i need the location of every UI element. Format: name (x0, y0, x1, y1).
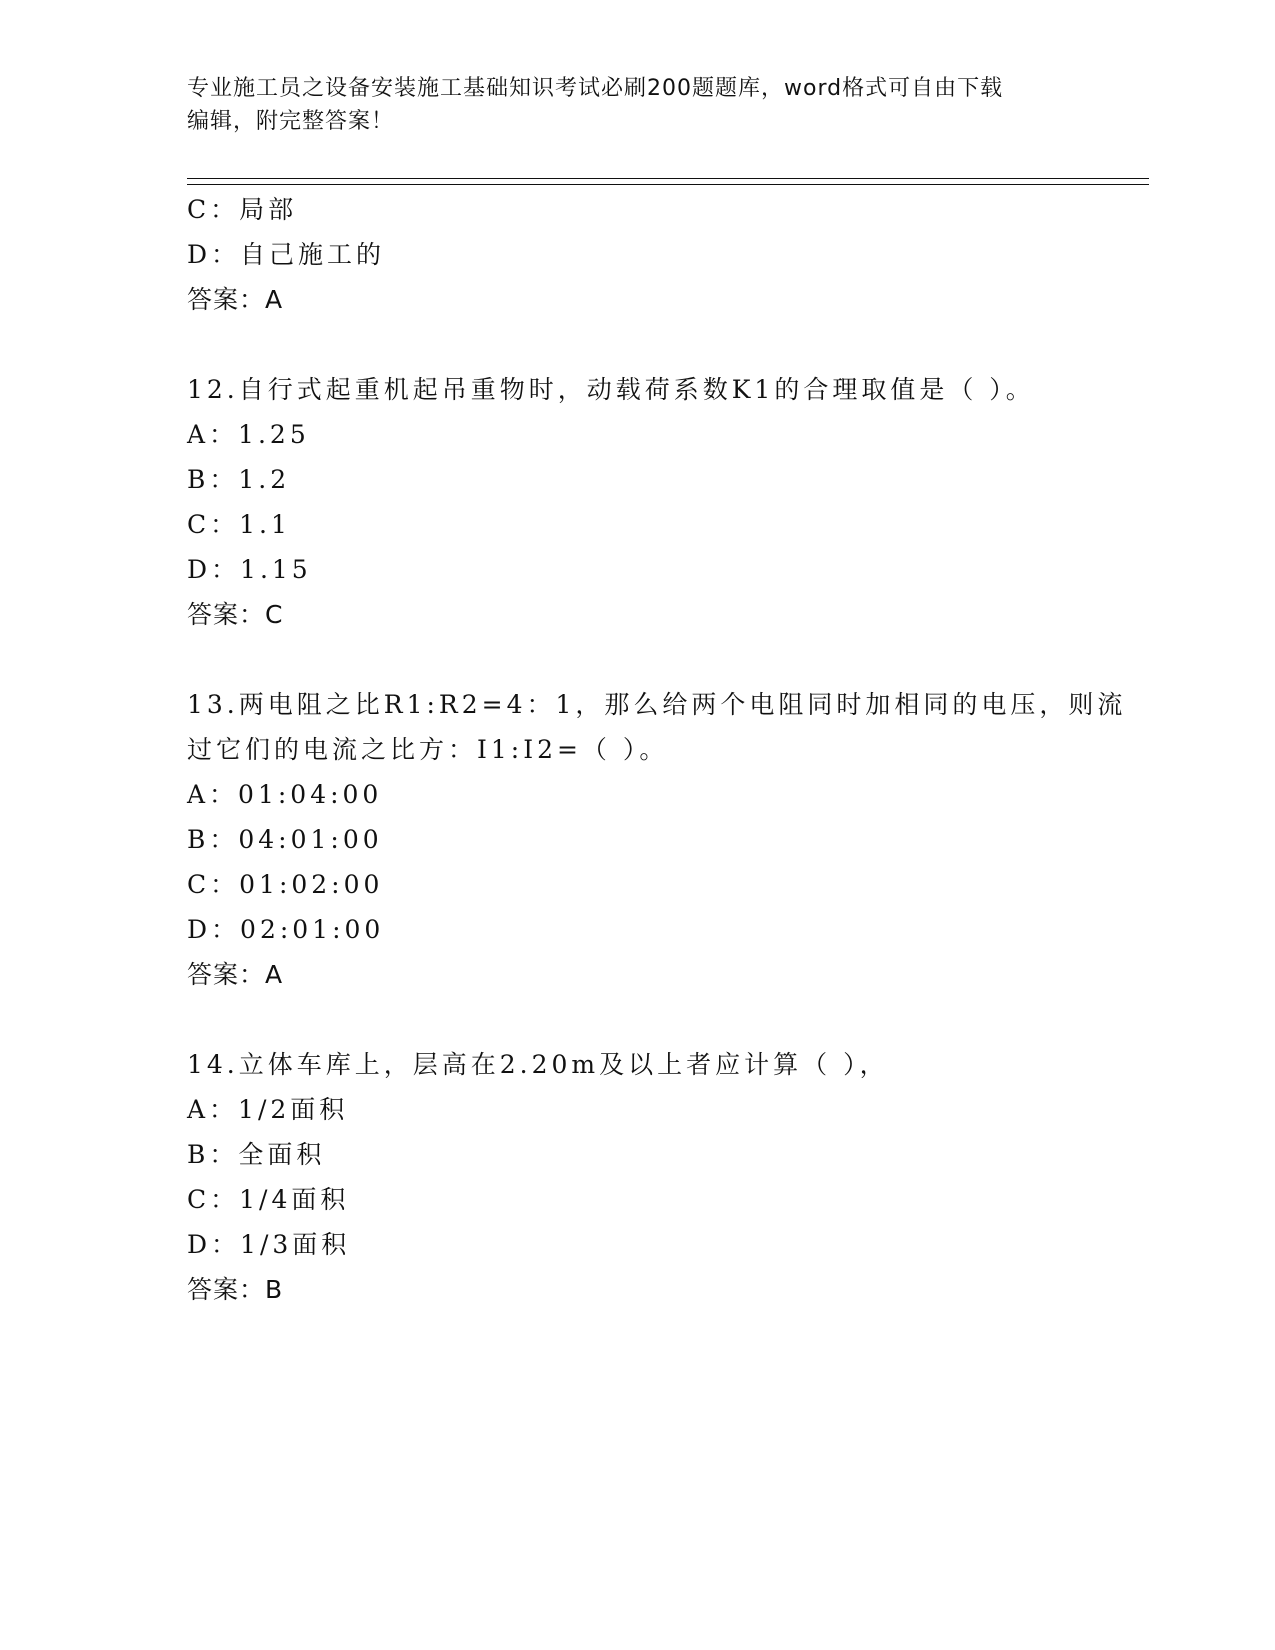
option-d-line: D：自己施工的 (187, 240, 386, 269)
header-divider (187, 178, 1149, 185)
question-12: 12.自行式起重机起吊重物时，动载荷系数K1的合理取值是（ ）。 (187, 375, 1035, 404)
header-line-1: 专业施工员之设备安装施工基础知识考试必刷200题题库，word格式可自由下载 (187, 76, 1004, 101)
option-b-line: B：1.2 (187, 465, 291, 494)
option-b-line: B：全面积 (187, 1140, 326, 1169)
answer-line: 答案：C (187, 600, 284, 629)
option-c-line: C：局部 (187, 195, 298, 224)
option-d-line: D：02:01:00 (187, 915, 385, 944)
answer-line: 答案：A (187, 285, 284, 314)
option-c-line: C：01:02:00 (187, 870, 384, 899)
option-b-line: B：04:01:00 (187, 825, 383, 854)
answer-line: 答案：B (187, 1275, 284, 1304)
question-13-line-2: 过它们的电流之比方：I1:I2=（ ）。 (187, 735, 669, 764)
option-a-line: A：01:04:00 (187, 780, 383, 809)
header-line-2: 编辑，附完整答案！ (187, 109, 395, 134)
answer-line: 答案：A (187, 960, 284, 989)
question-14: 14.立体车库上，层高在2.20m及以上者应计算（ ）， (187, 1050, 889, 1079)
question-13-line-1: 13.两电阻之比R1:R2=4：1，那么给两个电阻同时加相同的电压，则流 (187, 690, 1127, 719)
option-d-line: D：1.15 (187, 555, 312, 584)
option-a-line: A：1.25 (187, 420, 310, 449)
option-c-line: C：1.1 (187, 510, 291, 539)
option-d-line: D：1/3面积 (187, 1230, 351, 1259)
document-header (187, 72, 1067, 138)
option-c-line: C：1/4面积 (187, 1185, 350, 1214)
option-a-line: A：1/2面积 (187, 1095, 349, 1124)
